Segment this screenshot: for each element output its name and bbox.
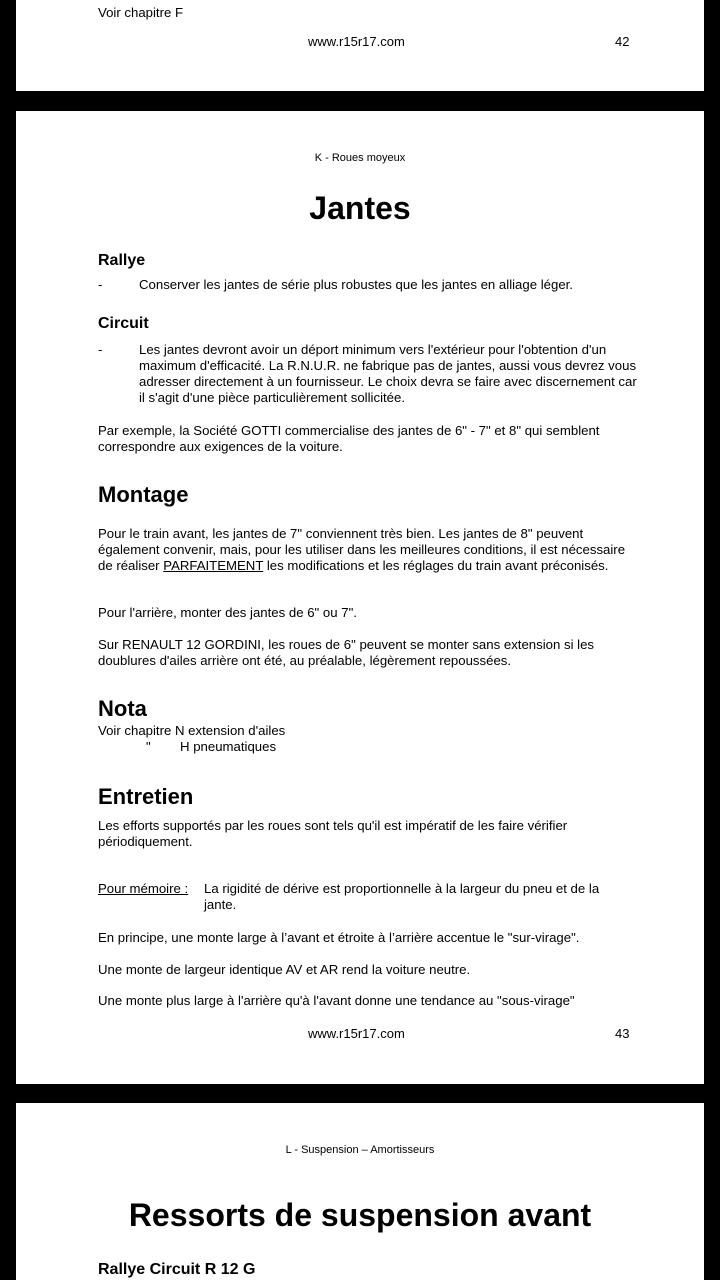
document-page-42 <box>16 0 704 91</box>
memoire-label: Pour mémoire : <box>98 881 189 896</box>
subheading: Rallye Circuit R 12 G <box>98 1261 256 1278</box>
bullet-dash: - <box>98 277 103 292</box>
bullet-dash: - <box>98 342 103 357</box>
montage-paragraph-1 <box>98 526 628 574</box>
sous-virage-paragraph: Une monte plus large à l'arrière qu'à l'avant donne une tendance au "sous-virage" <box>98 993 575 1008</box>
nota-line-1: Voir chapitre N extension d'ailes <box>98 723 286 738</box>
neutre-paragraph: Une monte de largeur identique AV et AR rend la voiture neutre. <box>98 962 471 977</box>
parfaitement-underlined: PARFAITEMENT <box>163 558 264 573</box>
footer-url: www.r15r17.com <box>308 1026 405 1041</box>
montage-text-a: Pour le train avant, les jantes de 7" conviennent très bien. Les jantes de 8" peuvent également convenir, mais, pour les utiliser dans les meilleures conditions, il est nécessaire de réaliser <box>98 526 626 573</box>
nota-line-2: H pneumatiques <box>180 739 277 754</box>
chapter-header: K - Roues moyeux <box>314 152 406 164</box>
circuit-bullet-text: Les jantes devront avoir un déport minimum vers l'extérieur pour l'obtention d'un maximum d'efficacité. La R.N.U.R. ne fabrique pas de jantes, aussi vous devrez vous adresser directement à un fournisseur. Le choix devra se faire avec discernement car il s'agit d'une pièce particulièrement sollicitée. <box>139 342 637 405</box>
chapter-header: L - Suspension – Amortisseurs <box>285 1144 435 1156</box>
entretien-heading: Entretien <box>98 784 194 809</box>
montage-paragraph-3: Sur RENAULT 12 GORDINI, les roues de 6" peuvent se monter sans extension si les doublures d'ailes arrière ont été, au préalable, légèrement repoussées. <box>98 637 595 668</box>
document-page-43 <box>16 111 704 1084</box>
footer-url: www.r15r17.com <box>308 34 405 49</box>
rallye-bullet-text: Conserver les jantes de série plus robustes que les jantes en alliage léger. <box>139 277 573 292</box>
rallye-heading: Rallye <box>98 252 146 269</box>
circuit-heading: Circuit <box>98 315 149 332</box>
page-number: 43 <box>615 1026 630 1041</box>
montage-text-b: les modifications et les réglages du train avant préconisés. <box>263 558 609 573</box>
memoire-text: La rigidité de dérive est proportionnelle à la largeur du pneu et de la jante. <box>204 881 600 912</box>
montage-paragraph-2: Pour l'arrière, monter des jantes de 6" ou 7". <box>98 605 357 620</box>
page-number: 42 <box>615 34 630 49</box>
example-paragraph: Par exemple, la Société GOTTI commercialise des jantes de 6" - 7" et 8" qui semblent correspondre aux exigences de la voiture. <box>98 423 600 454</box>
principe-paragraph: En principe, une monte large à l’avant et étroite à l’arrière accentue le "sur-virage". <box>98 930 580 945</box>
document-page-44 <box>16 1103 704 1280</box>
entretien-paragraph: Les efforts supportés par les roues sont tels qu'il est impératif de les faire vérifier périodiquement. <box>98 818 568 849</box>
page-title: Jantes <box>309 190 411 226</box>
nota-heading: Nota <box>98 696 147 721</box>
montage-heading: Montage <box>98 482 189 507</box>
top-line: Voir chapitre F <box>98 5 184 20</box>
nota-ditto: " <box>146 739 151 754</box>
page-title: Ressorts de suspension avant <box>128 1197 592 1233</box>
